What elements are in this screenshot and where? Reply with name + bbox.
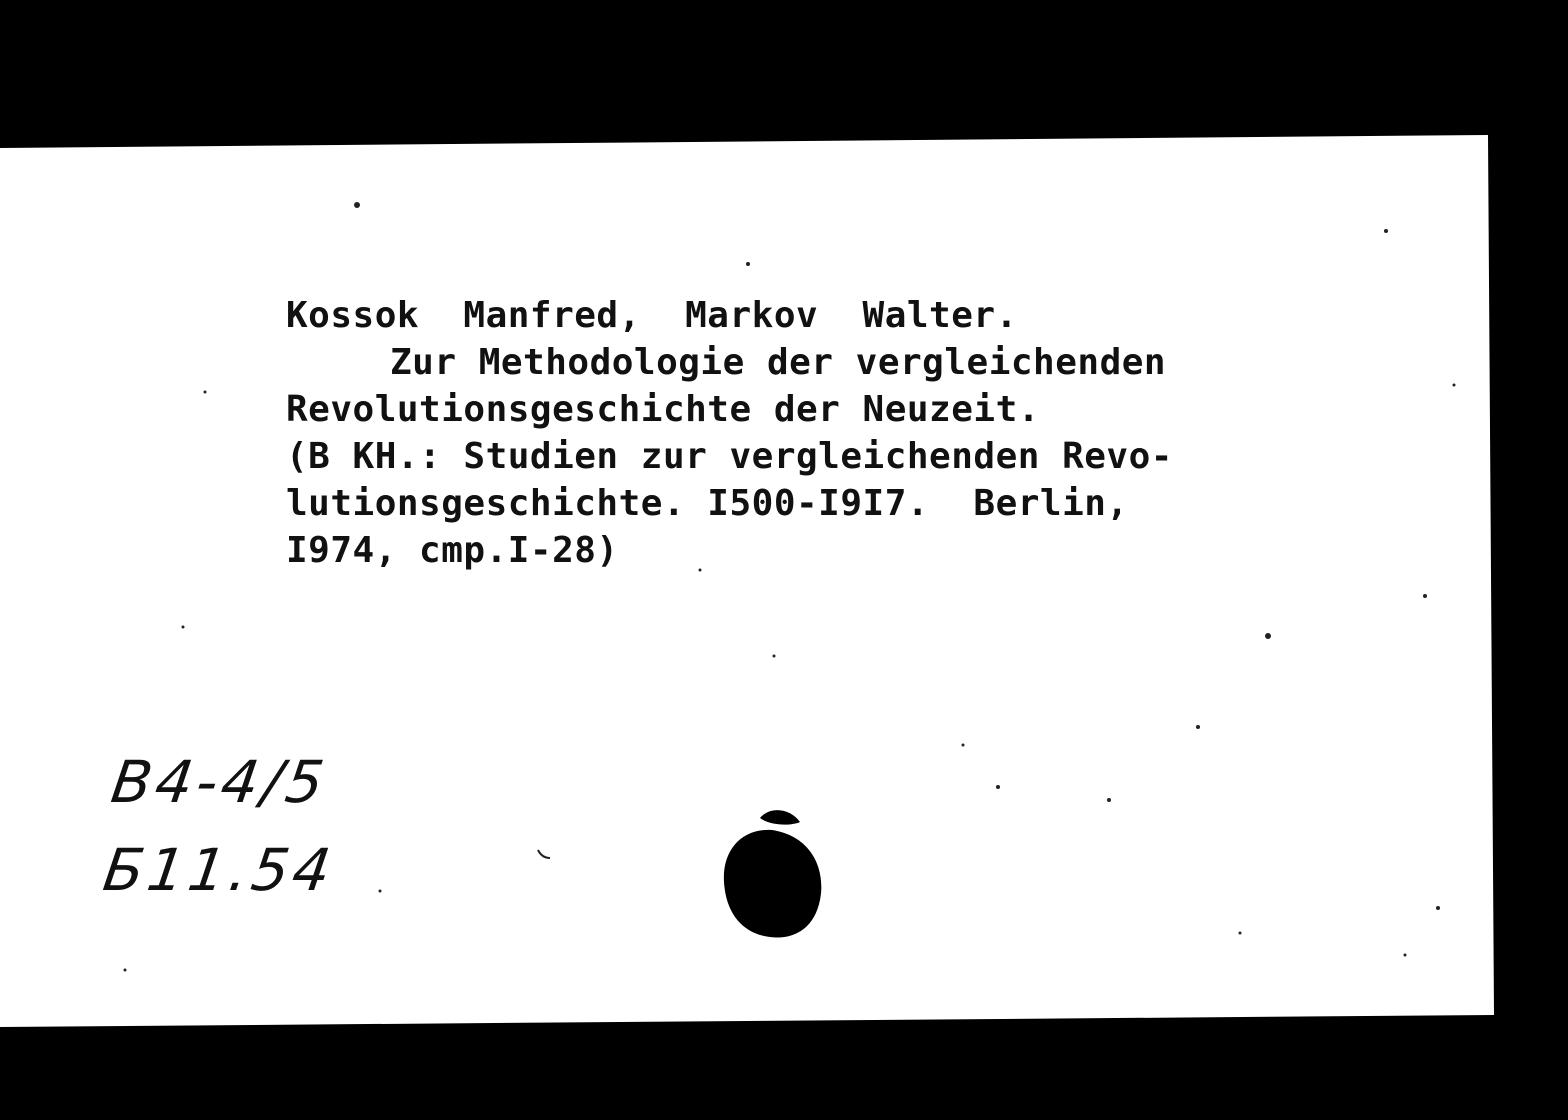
entry-title-cont: Revolutionsgeschichte der Neuzeit. bbox=[286, 389, 1040, 430]
entry-title: Zur Methodologie der vergleichenden bbox=[390, 342, 1167, 383]
entry-pages: I974, cmp.I-28) bbox=[286, 530, 619, 571]
typed-entry bbox=[286, 292, 1173, 574]
entry-source: (B KH.: Studien zur vergleichenden Revo- bbox=[286, 436, 1173, 477]
handwritten-shelf-mark: B4-4/5 bbox=[107, 748, 332, 816]
entry-authors: Kossok Manfred, Markov Walter. bbox=[286, 295, 1018, 336]
entry-source-cont: lutionsgeschichte. I500-I9I7. Berlin, bbox=[286, 483, 1129, 524]
handwritten-call-number: Б11.54 bbox=[99, 836, 339, 904]
